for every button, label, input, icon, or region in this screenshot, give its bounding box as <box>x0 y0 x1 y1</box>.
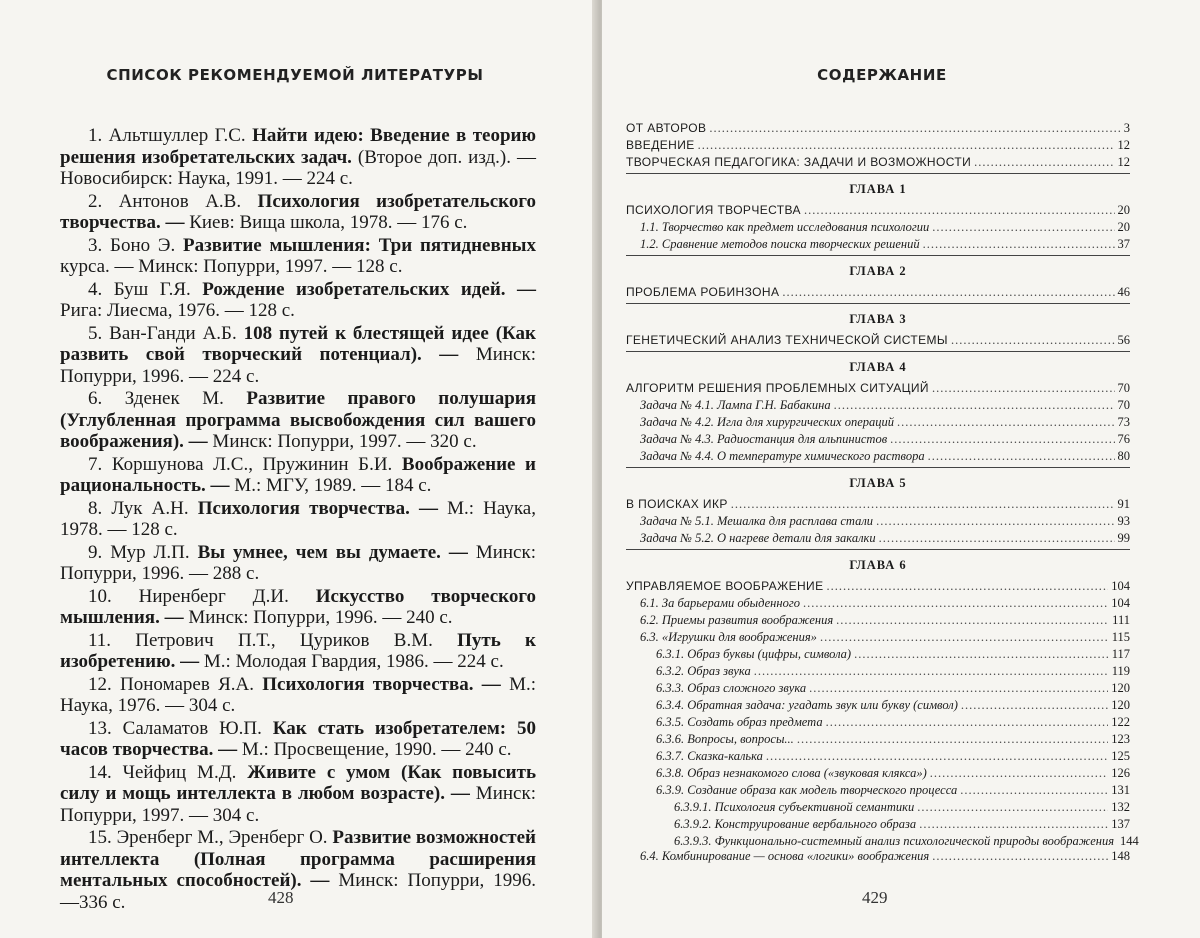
toc-leader-dots <box>797 732 1108 747</box>
toc-subsection[interactable] <box>626 732 1130 749</box>
toc-leader-dots <box>698 138 1115 153</box>
entry-publication: Минск: Попурри, 1997. — 320 с. <box>207 431 477 452</box>
bibliography-entry <box>60 323 536 388</box>
toc-leader-dots <box>834 398 1115 413</box>
toc-leader-dots <box>923 237 1115 252</box>
toc-leader-dots <box>809 681 1108 696</box>
toc-entry-title: ПРОБЛЕМА РОБИНЗОНА <box>626 285 780 299</box>
toc-page-number: 126 <box>1111 766 1130 780</box>
toc-subsection[interactable] <box>626 715 1130 732</box>
table-of-contents <box>626 121 1139 866</box>
toc-entry-title: 6.3.9.2. Конструирование вербального образа <box>674 817 917 831</box>
toc-page-number: 46 <box>1117 285 1130 299</box>
toc-entry-title: Задача № 4.4. О температуре химического раствора <box>640 449 925 463</box>
entry-title: Психология творчества. — <box>262 673 501 695</box>
entry-author: 9. Мур Л.П. <box>88 541 198 563</box>
toc-entry-title: 6.3.3. Образ сложного звука <box>656 681 807 695</box>
toc-subsection[interactable] <box>626 647 1130 664</box>
toc-section[interactable] <box>626 121 1130 138</box>
toc-leader-dots <box>961 698 1108 713</box>
toc-subsection[interactable] <box>626 698 1130 715</box>
entry-publication: М.: Молодая Гвардия, 1986. — 224 с. <box>199 651 504 672</box>
toc-page-number: 70 <box>1117 381 1130 395</box>
toc-entry-title: 6.3.2. Образ звука <box>656 664 751 678</box>
toc-page-number: 119 <box>1111 664 1130 678</box>
toc-page-number: 131 <box>1111 783 1130 797</box>
toc-leader-dots <box>854 647 1109 662</box>
bibliography-entry <box>60 674 536 717</box>
toc-entry-title: ТВОРЧЕСКАЯ ПЕДАГОГИКА: ЗАДАЧИ И ВОЗМОЖНОСТИ <box>626 155 972 169</box>
entry-author: 7. Коршунова Л.С., Пружинин Б.И. <box>88 453 402 475</box>
toc-entry-title: АЛГОРИТМ РЕШЕНИЯ ПРОБЛЕМНЫХ СИТУАЦИЙ <box>626 381 929 395</box>
chapter-heading: ГЛАВА 4 <box>849 360 907 374</box>
entry-author: 5. Ван-Ганди А.Б. <box>88 322 244 344</box>
bibliography-entry <box>60 630 536 673</box>
toc-section[interactable] <box>626 203 1130 220</box>
entry-publication: М.: Наука, 1978. — 128 с. <box>60 497 536 540</box>
toc-page-number: 120 <box>1111 681 1130 695</box>
bibliography-entry <box>60 235 536 278</box>
entry-title: Психология изобретательского творчества. — <box>60 190 536 233</box>
entry-publication: курса. — Минск: Попурри, 1997. — 128 с. <box>60 256 403 277</box>
toc-entry-title: Задача № 4.3. Радиостанция для альпинистов <box>640 432 888 446</box>
toc-subsection[interactable] <box>626 849 1130 866</box>
toc-page-number: 132 <box>1111 800 1130 814</box>
toc-leader-dots <box>731 497 1115 512</box>
toc-leader-dots <box>928 449 1115 464</box>
entry-author: 10. Ниренберг Д.И. <box>88 585 316 607</box>
toc-page-number: 104 <box>1111 596 1130 610</box>
entry-author: 13. Саламатов Ю.П. <box>88 717 273 739</box>
toc-leader-dots <box>917 800 1108 815</box>
toc-entry-title: ВВЕДЕНИЕ <box>626 138 695 152</box>
bibliography-entry <box>60 542 536 585</box>
page-number-right: 429 <box>862 888 888 907</box>
toc-subsection[interactable] <box>626 531 1130 548</box>
toc-page-number: 144 <box>1120 834 1139 848</box>
toc-section[interactable] <box>626 155 1130 172</box>
toc-leader-dots <box>836 613 1109 628</box>
entry-title: 108 путей к блестящей идее (Как развить свой творческий потенциал). — <box>60 322 536 365</box>
left-page <box>0 0 598 938</box>
toc-page-number: 80 <box>1117 449 1130 463</box>
toc-divider <box>626 467 1130 468</box>
bibliography-entry <box>60 388 536 453</box>
toc-page-number: 115 <box>1111 630 1130 644</box>
entry-author: 8. Лук А.Н. <box>88 497 198 519</box>
toc-leader-dots <box>919 817 1108 832</box>
toc-section[interactable] <box>626 497 1130 514</box>
toc-subsection[interactable] <box>626 817 1130 834</box>
toc-page-number: 99 <box>1117 531 1130 545</box>
toc-page-number: 12 <box>1117 155 1130 169</box>
toc-section[interactable] <box>626 333 1130 350</box>
toc-page-number: 37 <box>1117 237 1130 251</box>
entry-title: Рождение изобретательских идей. — <box>202 278 536 300</box>
toc-page-number: 111 <box>1112 613 1130 627</box>
toc-entry-title: 6.3. «Игрушки для воображения» <box>640 630 817 644</box>
toc-page-number: 12 <box>1117 138 1130 152</box>
toc-leader-dots <box>826 579 1108 594</box>
entry-publication: М.: Наука, 1976. — 304 с. <box>60 673 536 716</box>
toc-entry-title: 6.4. Комбинирование — основа «логики» воображения <box>640 849 930 863</box>
toc-page-number: 137 <box>1111 817 1130 831</box>
toc-subsection[interactable] <box>626 783 1130 800</box>
toc-leader-dots <box>709 121 1120 136</box>
toc-subsection[interactable] <box>626 449 1130 466</box>
entry-author: 2. Антонов А.В. <box>88 190 258 212</box>
bibliography-entry <box>60 454 536 497</box>
toc-subsection[interactable] <box>626 432 1130 449</box>
toc-entry-title: ГЕНЕТИЧЕСКИЙ АНАЛИЗ ТЕХНИЧЕСКОЙ СИСТЕМЫ <box>626 333 948 347</box>
toc-entry-title: 6.3.6. Вопросы, вопросы... <box>656 732 794 746</box>
toc-leader-dots <box>879 531 1115 546</box>
bibliography-title: СПИСОК РЕКОМЕНДУЕМОЙ ЛИТЕРАТУРЫ <box>106 66 484 84</box>
toc-leader-dots <box>960 783 1108 798</box>
entry-publication: Минск: Попурри, 1996. — 240 с. <box>183 607 453 628</box>
toc-leader-dots <box>782 285 1114 300</box>
toc-subsection[interactable] <box>626 664 1130 681</box>
toc-leader-dots <box>754 664 1109 679</box>
bibliography-list <box>60 125 536 914</box>
entry-title: Развитие возможностей интеллекта (Полная программа расширения ментальных способностей). — <box>60 827 536 891</box>
toc-page-number: 56 <box>1117 333 1130 347</box>
entry-author: 11. Петрович П.Т., Цуриков В.М. <box>88 629 458 651</box>
toc-section[interactable] <box>626 138 1130 155</box>
toc-leader-dots <box>890 432 1114 447</box>
entry-title: Психология творчества. — <box>197 497 438 519</box>
toc-section[interactable] <box>626 381 1130 398</box>
toc-entry-title: Задача № 5.2. О нагреве детали для закалки <box>640 531 876 545</box>
toc-entry-title: 6.1. За барьерами обыденного <box>640 596 800 610</box>
right-page <box>602 0 1200 938</box>
toc-entry-title: 6.3.7. Сказка-калька <box>656 749 763 763</box>
toc-page-number: 122 <box>1111 715 1130 729</box>
entry-title: Как стать изобретателем: 50 часов творчества. — <box>60 717 536 760</box>
chapter-heading: ГЛАВА 3 <box>849 312 907 326</box>
bibliography-entry <box>60 718 536 761</box>
entry-title: Живите с умом (Как повысить силу и мощь интеллекта в любом возрасте). — <box>60 761 537 804</box>
entry-title: Воображение и рациональность. — <box>60 453 537 496</box>
toc-leader-dots <box>930 766 1109 781</box>
entry-publication: Минск: Попурри, 1996. — 288 с. <box>60 541 537 584</box>
toc-leader-dots <box>876 514 1114 529</box>
toc-leader-dots <box>826 715 1109 730</box>
entry-title: Путь к изобретению. — <box>60 629 536 672</box>
entry-publication: Рига: Лиесма, 1976. — 128 с. <box>60 300 295 321</box>
toc-page-number: 104 <box>1111 579 1130 593</box>
toc-page-number: 70 <box>1117 398 1130 412</box>
toc-leader-dots <box>932 381 1115 396</box>
toc-subsection[interactable] <box>626 398 1130 415</box>
toc-leader-dots <box>932 220 1114 235</box>
toc-leader-dots <box>766 749 1108 764</box>
entry-publication: Минск: Попурри, 1996. —336 с. <box>60 870 536 913</box>
toc-leader-dots <box>897 415 1114 430</box>
entry-publication: (Второе доп. изд.). — Новосибирск: Наука, 1991. — 224 с. <box>60 146 536 189</box>
entry-title: Развитие мышления: Три пятидневных <box>183 234 537 256</box>
chapter-heading: ГЛАВА 2 <box>849 264 907 278</box>
toc-divider <box>626 173 1130 174</box>
toc-page-number: 91 <box>1117 497 1130 511</box>
toc-subsection[interactable] <box>626 220 1130 237</box>
toc-entry-title: В ПОИСКАХ ИКР <box>626 497 728 511</box>
toc-entry-title: 6.3.9. Создание образа как модель творческого процесса <box>656 783 958 797</box>
toc-entry-title: 1.1. Творчество как предмет исследования психологии <box>640 220 930 234</box>
entry-author: 14. Чейфиц М.Д. <box>88 761 248 783</box>
toc-leader-dots <box>804 203 1115 218</box>
toc-leader-dots <box>951 333 1115 348</box>
toc-subsection[interactable] <box>626 514 1130 531</box>
toc-entry-title: ОТ АВТОРОВ <box>626 121 707 135</box>
toc-entry-title: 6.3.8. Образ незнакомого слова («звуковая клякса») <box>656 766 927 780</box>
chapter-heading: ГЛАВА 6 <box>849 558 907 572</box>
entry-author: 6. Зденек М. <box>88 388 247 409</box>
bibliography-entry <box>60 498 536 541</box>
toc-page-number: 93 <box>1117 514 1130 528</box>
toc-entry-title: Задача № 4.1. Лампа Г.Н. Бабакина <box>640 398 831 412</box>
toc-subsection[interactable] <box>626 834 1139 849</box>
toc-divider <box>626 303 1130 304</box>
toc-leader-dots <box>932 849 1108 864</box>
toc-entry-title: 6.3.1. Образ буквы (цифры, символа) <box>656 647 852 661</box>
toc-divider <box>626 351 1130 352</box>
toc-page-number: 73 <box>1117 415 1130 429</box>
toc-subsection[interactable] <box>626 613 1130 630</box>
bibliography-entry <box>60 827 536 913</box>
entry-author: 12. Пономарев Я.А. <box>88 673 263 695</box>
toc-entry-title: 6.3.9.1. Психология субъективной семантики <box>674 800 915 814</box>
entry-author: 1. Альтшуллер Г.С. <box>88 125 253 146</box>
toc-subsection[interactable] <box>626 415 1130 432</box>
toc-subsection[interactable] <box>626 596 1130 613</box>
contents-title: СОДЕРЖАНИЕ <box>817 66 947 84</box>
entry-author: 3. Боно Э. <box>88 234 184 256</box>
entry-publication: М.: МГУ, 1989. — 184 с. <box>229 475 432 496</box>
toc-entry-title: 6.2. Приемы развития воображения <box>640 613 834 627</box>
page-number-left: 428 <box>268 888 294 907</box>
toc-subsection[interactable] <box>626 766 1130 783</box>
toc-entry-title: 6.3.9.3. Функционально-системный анализ психологической природы воображения <box>674 834 1115 848</box>
toc-section[interactable] <box>626 579 1130 596</box>
bibliography-entry <box>60 586 536 629</box>
bibliography-entry <box>60 279 536 322</box>
toc-page-number: 20 <box>1117 203 1130 217</box>
toc-entry-title: 6.3.4. Обратная задача: угадать звук или букву (символ) <box>656 698 958 712</box>
entry-title: Искусство творческого мышления. — <box>60 585 536 628</box>
toc-entry-title: ПСИХОЛОГИЯ ТВОРЧЕСТВА <box>626 203 801 217</box>
chapter-heading: ГЛАВА 5 <box>849 476 907 490</box>
toc-page-number: 120 <box>1111 698 1130 712</box>
chapter-heading: ГЛАВА 1 <box>849 182 907 196</box>
toc-entry-title: 1.2. Сравнение методов поиска творческих решений <box>640 237 920 251</box>
toc-subsection[interactable] <box>626 630 1130 647</box>
entry-author: 15. Эренберг М., Эренберг О. <box>88 827 333 848</box>
toc-section[interactable] <box>626 285 1130 302</box>
toc-leader-dots <box>820 630 1109 645</box>
toc-entry-title: Задача № 5.1. Мешалка для расплава стали <box>640 514 874 528</box>
toc-entry-title: 6.3.5. Создать образ предмета <box>656 715 823 729</box>
toc-leader-dots <box>974 155 1114 170</box>
toc-page-number: 123 <box>1111 732 1130 746</box>
toc-divider <box>626 549 1130 550</box>
entry-title: Развитие правого полушария (Углубленная программа высвобождения сил вашего воображения). — <box>60 388 536 452</box>
toc-leader-dots <box>803 596 1108 611</box>
entry-publication: Киев: Вища школа, 1978. — 176 с. <box>184 212 468 233</box>
toc-subsection[interactable] <box>626 749 1130 766</box>
bibliography-entry <box>60 191 536 234</box>
bibliography-entry <box>60 125 536 190</box>
toc-page-number: 20 <box>1117 220 1130 234</box>
entry-author: 4. Буш Г.Я. <box>88 278 203 300</box>
toc-page-number: 148 <box>1111 849 1130 863</box>
entry-publication: М.: Просвещение, 1990. — 240 с. <box>237 739 512 760</box>
entry-publication: Минск: Попурри, 1997. — 304 с. <box>60 783 536 826</box>
toc-subsection[interactable] <box>626 681 1130 698</box>
toc-subsection[interactable] <box>626 800 1130 817</box>
toc-divider <box>626 255 1130 256</box>
toc-entry-title: УПРАВЛЯЕМОЕ ВООБРАЖЕНИЕ <box>626 579 824 593</box>
toc-subsection[interactable] <box>626 237 1130 254</box>
toc-page-number: 3 <box>1123 121 1130 135</box>
bibliography-entry <box>60 762 536 827</box>
entry-title: Вы умнее, чем вы думаете. — <box>197 541 468 563</box>
entry-publication: Минск: Попурри, 1996. — 224 с. <box>60 344 536 387</box>
entry-title: Найти идею: Введение в теорию решения изобретательских задач. <box>60 125 536 168</box>
toc-page-number: 117 <box>1111 647 1130 661</box>
toc-page-number: 125 <box>1111 749 1130 763</box>
toc-page-number: 76 <box>1117 432 1130 446</box>
toc-entry-title: Задача № 4.2. Игла для хирургических операций <box>640 415 895 429</box>
